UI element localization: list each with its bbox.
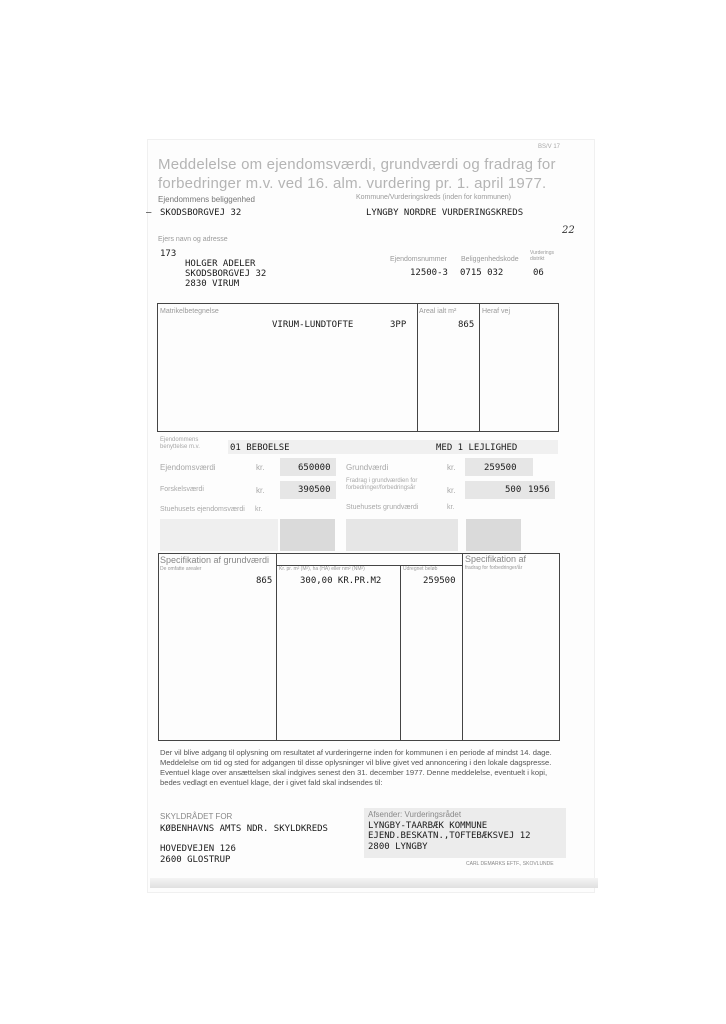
spec-ded-title: Specifikation af <box>465 554 527 564</box>
shade-block <box>280 519 335 551</box>
sender-line: 2800 LYNGBY <box>368 842 428 852</box>
location-code-label: Beliggenhedskode <box>461 256 519 263</box>
currency: kr. <box>256 486 265 495</box>
cadastre-value: VIRUM-LUNDTOFTE <box>272 320 354 330</box>
form-title-line2: forbedringer m.v. ved 16. alm. vurdering pr. 1. april 1977. <box>158 175 547 192</box>
location-marker: – <box>146 208 152 218</box>
printer-imprint: CARL DEMARKS EFTF., SKOVLUNDE <box>466 861 554 867</box>
cadastre-label: Matrikelbetegnelse <box>160 308 219 315</box>
location-code: 0715 032 <box>460 268 504 278</box>
spec-rate: 300,00 KR.PR.M2 <box>300 576 382 586</box>
spec-ded-sub: fradrag for forbedringer/år <box>465 565 523 571</box>
deduction-year: 1956 <box>528 485 550 495</box>
owner-line: 2830 VIRUM <box>185 279 240 289</box>
usage-extra: MED 1 LEJLIGHED <box>436 443 518 453</box>
court-line: HOVEDVEJEN 126 <box>160 844 236 854</box>
court-label: SKYLDRÅDET FOR <box>160 812 233 821</box>
vurd-district-label: Vurderings distrikt <box>530 250 554 262</box>
cadastre-box <box>157 303 559 432</box>
spec-land-title: Specifikation af grundværdi <box>160 555 270 565</box>
notice-text: Der vil blive adgang til oplysning om resultatet af vurderingerne inden for kommunen i en periode af mindst 14. dage. Meddelelse om tid og sted for adgangen til disse oplysninger vil blive givet ved annoncering i den lokale dagspresse. Eventuel klage over ansættelsen skal indgives senest den 31. december 1977. Denne meddelelse, eventuelt i kopi, bedes vedlagt en eventuel klage, der i givet fald skal indsendes til: <box>160 748 552 787</box>
court-line: 2600 GLOSTRUP <box>160 855 231 865</box>
currency: kr. <box>447 463 456 472</box>
form-code: BS/V 17 <box>538 144 561 150</box>
owner-line: HOLGER ADELER <box>185 259 256 269</box>
shade-block <box>160 519 278 551</box>
sender-line: LYNGBY-TAARBÆK KOMMUNE <box>368 821 488 831</box>
location-label: Ejendommens beliggenhed <box>158 195 255 204</box>
property-number-label: Ejendomsnummer <box>390 256 447 263</box>
divider <box>276 553 277 741</box>
spec-col3-label: Udregnet beløb <box>403 566 438 572</box>
currency: kr. <box>447 504 455 511</box>
sender-label: Afsender: Vurderingsrådet <box>368 810 462 819</box>
spec-col2-label: Kr. pr. m² (M²), ha (HA) eller nm² (NM²) <box>279 566 365 572</box>
area-value: 865 <box>458 320 475 330</box>
form-title-line1: Meddelelse om ejendomsværdi, grundværdi og fradrag for <box>158 156 556 173</box>
spec-area: 865 <box>256 576 273 586</box>
district-label: Kommune/Vurderingskreds (inden for kommunen) <box>356 194 511 201</box>
divider <box>462 553 463 741</box>
divider <box>400 565 401 741</box>
cadastre-number: 3PP <box>390 320 407 330</box>
usage-label: Ejendommens benyttelse m.v. <box>160 437 200 450</box>
property-value-label: Ejendomsværdi <box>160 463 216 472</box>
owner-label: Ejers navn og adresse <box>158 236 228 243</box>
deduction-value: 500 <box>505 485 522 495</box>
spec-col1-label: De omfatte arealer <box>160 566 202 572</box>
currency: kr. <box>255 506 263 513</box>
owner-line: SKODSBORGVEJ 32 <box>185 269 267 279</box>
area-label: Areal ialt m² <box>419 308 457 315</box>
district-value: LYNGBY NORDRE VURDERINGSKREDS <box>366 208 524 218</box>
court-line: KØBENHAVNS AMTS NDR. SKYLDKREDS <box>160 824 328 834</box>
property-value: 650000 <box>298 463 331 473</box>
land-value-label: Grundværdi <box>346 463 389 472</box>
currency: kr. <box>256 463 265 472</box>
farmhouse-land-label: Stuehusets grundværdi <box>346 504 419 511</box>
usage-value: 01 BEBOELSE <box>230 443 290 453</box>
spec-amount: 259500 <box>423 576 456 586</box>
farmhouse-value-label: Stuehusets ejendomsværdi <box>160 506 245 513</box>
difference-label: Forskelsværdi <box>160 486 204 493</box>
handwritten-note: 22 <box>562 225 575 236</box>
divider <box>479 303 480 432</box>
location-value: SKODSBORGVEJ 32 <box>160 208 242 218</box>
owner-line: 173 <box>160 249 177 259</box>
deduction-label: Fradrag i grundværdien for forbedringer/forbedringsår <box>346 478 418 491</box>
shade-block <box>346 519 458 551</box>
land-value: 259500 <box>484 463 517 473</box>
road-label: Heraf vej <box>482 308 511 315</box>
property-number: 12500-3 <box>410 268 448 278</box>
difference-value: 390500 <box>298 485 331 495</box>
sender-line: EJEND.BESKATN.,TOFTEBÆKSVEJ 12 <box>368 831 531 841</box>
divider <box>417 303 418 432</box>
shade-block <box>466 519 521 551</box>
page-edge <box>150 878 598 888</box>
vurd-district: 06 <box>533 268 544 278</box>
currency: kr. <box>447 486 456 495</box>
